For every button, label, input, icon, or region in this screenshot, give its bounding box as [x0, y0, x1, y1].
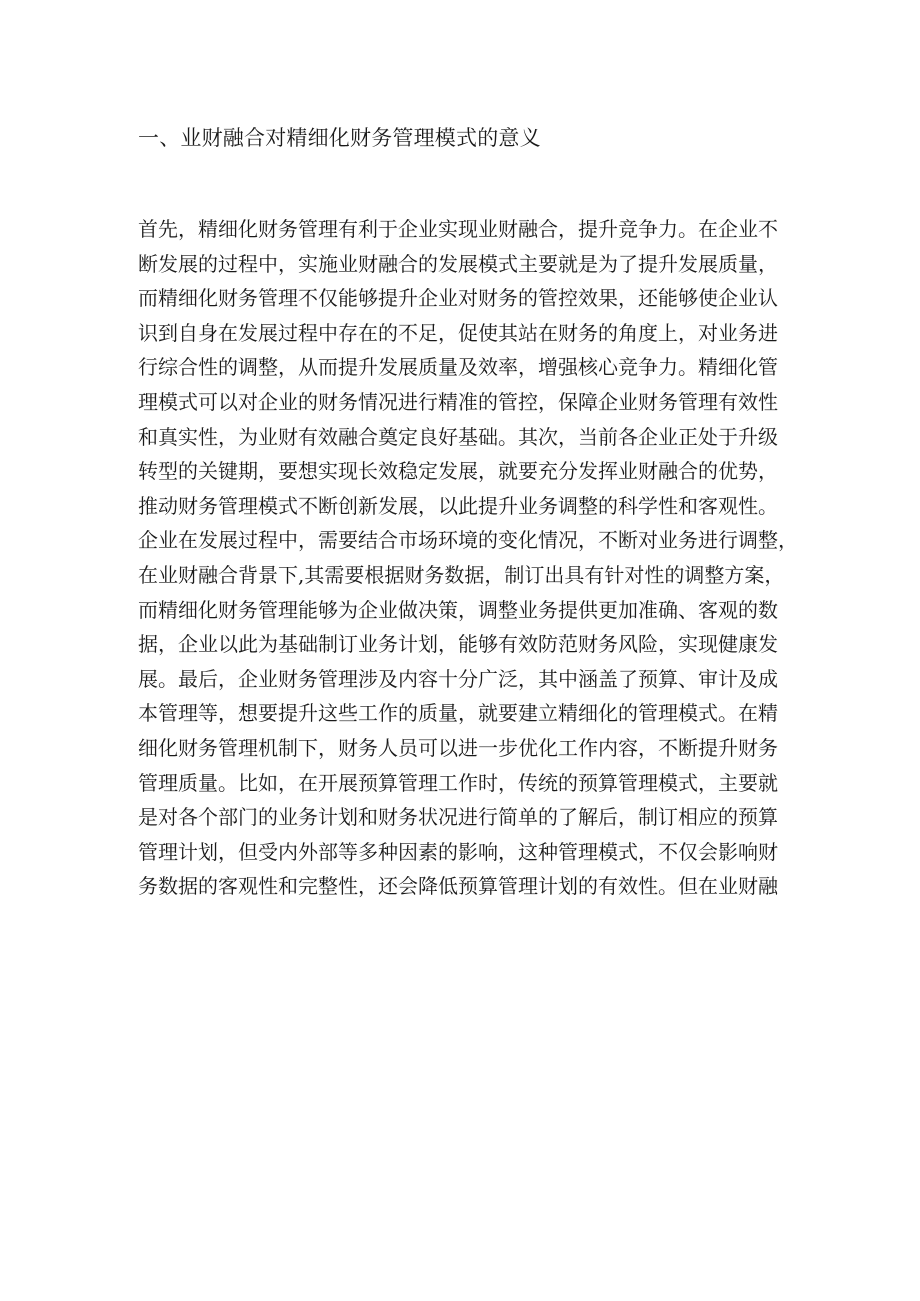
- paragraph-line: 识到自身在发展过程中存在的不足，促使其站在财务的角度上，对业务进: [138, 320, 778, 345]
- paragraph-line: 是对各个部门的业务计划和财务状况进行简单的了解后，制订相应的预算: [138, 805, 778, 830]
- paragraph-line: 据，企业以此为基础制订业务计划，能够有效防范财务风险，实现健康发: [138, 632, 778, 657]
- paragraph-line: 和真实性，为业财有效融合奠定良好基础。其次，当前各企业正处于升级: [138, 424, 778, 449]
- paragraph-line: 展。最后，企业财务管理涉及内容十分广泛，其中涵盖了预算、审计及成: [138, 666, 778, 691]
- paragraph-line: 管理计划，但受内外部等多种因素的影响，这种管理模式，不仅会影响财: [138, 839, 778, 864]
- body-paragraph: [138, 212, 798, 904]
- paragraph-line: 行综合性的调整，从而提升发展质量及效率，增强核心竞争力。精细化管: [138, 355, 778, 380]
- paragraph-line: 在业财融合背景下,其需要根据财务数据，制订出具有针对性的调整方案，: [138, 562, 785, 587]
- paragraph-line: 理模式可以对企业的财务情况进行精准的管控，保障企业财务管理有效性: [138, 389, 778, 414]
- paragraph-line: 细化财务管理机制下，财务人员可以进一步优化工作内容，不断提升财务: [138, 735, 778, 760]
- paragraph-line: 转型的关键期，要想实现长效稳定发展，就要充分发挥业财融合的优势，: [138, 459, 778, 484]
- paragraph-line: 断发展的过程中，实施业财融合的发展模式主要就是为了提升发展质量，: [138, 251, 778, 276]
- paragraph-line: 本管理等，想要提升这些工作的质量，就要建立精细化的管理模式。在精: [138, 701, 778, 726]
- paragraph-line: 推动财务管理模式不断创新发展，以此提升业务调整的科学性和客观性。: [138, 493, 778, 518]
- section-heading: 一、业财融合对精细化财务管理模式的意义: [138, 126, 541, 150]
- paragraph-line: 管理质量。比如，在开展预算管理工作时，传统的预算管理模式，主要就: [138, 770, 778, 795]
- paragraph-line: 务数据的客观性和完整性，还会降低预算管理计划的有效性。但在业财融: [138, 874, 778, 899]
- paragraph-line: 而精细化财务管理不仅能够提升企业对财务的管控效果，还能够使企业认: [138, 286, 778, 311]
- paragraph-line: 企业在发展过程中，需要结合市场环境的变化情况，不断对业务进行调整，: [138, 528, 798, 553]
- paragraph-line: 而精细化财务管理能够为企业做决策，调整业务提供更加准确、客观的数: [138, 597, 778, 622]
- paragraph-line: 首先，精细化财务管理有利于企业实现业财融合，提升竞争力。在企业不: [138, 217, 778, 241]
